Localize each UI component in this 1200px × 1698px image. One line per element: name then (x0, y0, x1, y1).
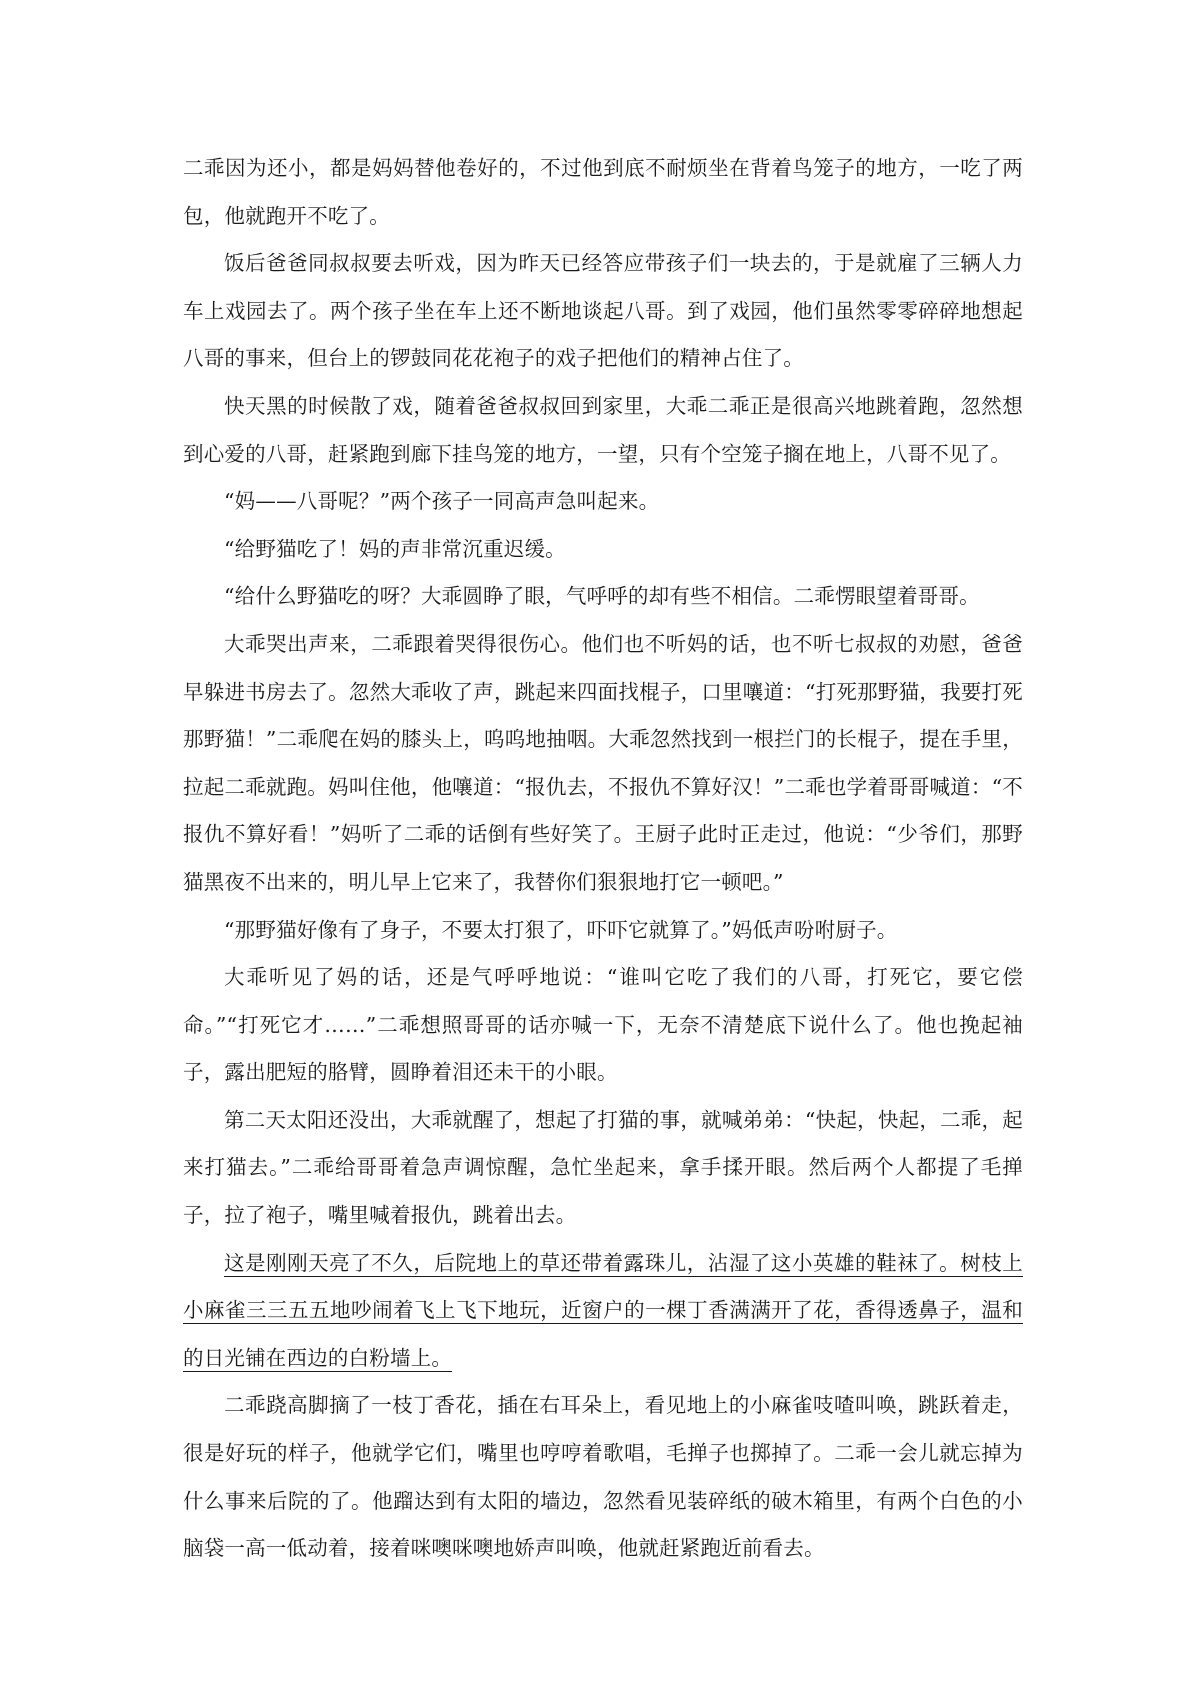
paragraph-10: 第二天太阳还没出，大乖就醒了，想起了打猫的事，就喊弟弟：“快起，快起，二乖，起来打猫去。”二乖给哥哥着急声调惊醒，急忙坐起来，拿手揉开眼。然后两个人都提了毛掸子，拉了袍子，嘴里喊着报仇，跳着出去。 (183, 1107, 1023, 1228)
body-text (183, 145, 1023, 1573)
paragraph-2: 饭后爸爸同叔叔要去听戏，因为昨天已经答应带孩子们一块去的，于是就雇了三辆人力车上戏园去了。两个孩子坐在车上还不断地谈起八哥。到了戏园，他们虽然零零碎碎地想起八哥的事来，但台上的锣鼓同花花袍子的戏子把他们的精神占住了。 (183, 251, 1023, 371)
paragraph-5: “给野猫吃了！妈的声非常沉重迟缓。 (224, 536, 566, 561)
paragraph-11-underlined (183, 1240, 1023, 1383)
underlined-passage: 这是刚刚天亮了不久，后院地上的草还带着露珠儿，沾湿了这小英雄的鞋袜了。树枝上小麻雀三三五五地吵闹着飞上飞下地玩，近窗户的一棵丁香满满开了花，香得透鼻子，温和的日光铺在西边的白粉墙上。 (183, 1250, 1023, 1370)
paragraph-12: 二乖跷高脚摘了一枝丁香花，插在右耳朵上，看见地上的小麻雀吱喳叫唤，跳跃着走，很是好玩的样子，他就学它们，嘴里也哼哼着歌唱，毛掸子也掷掉了。二乖一会儿就忘掉为什么事来后院的了。他蹓达到有太阳的墙边，忽然看见装碎纸的破木箱里，有两个白色的小脑袋一高一低动着，接着咪噢咪噢地娇声叫唤，他就赶紧跑近前看去。 (183, 1393, 1023, 1561)
paragraph-4: “妈——八哥呢？”两个孩子一同高声急叫起来。 (224, 489, 660, 514)
paragraph-1: 二乖因为还小，都是妈妈替他卷好的，不过他到底不耐烦坐在背着鸟笼子的地方，一吃了两包，他就跑开不吃了。 (183, 156, 1023, 228)
paragraph-3: 快天黑的时候散了戏，随着爸爸叔叔回到家里，大乖二乖正是很高兴地跳着跑，忽然想到心爱的八哥，赶紧跑到廊下挂鸟笼的地方，一望，只有个空笼子搁在地上，八哥不见了。 (183, 393, 1023, 466)
paragraph-7: 大乖哭出声来，二乖跟着哭得很伤心。他们也不听妈的话，也不听七叔叔的劝慰，爸爸早躲进书房去了。忽然大乖收了声，跳起来四面找棍子，口里嚷道：“打死那野猫，我要打死那野猫！”二乖爬在妈的膝头上，呜呜地抽咽。大乖忽然找到一根拦门的长棍子，提在手里，拉起二乖就跑。妈叫住他，他嚷道：“报仇去，不报仇不算好汉！”二乖也学着哥哥喊道：“不报仇不算好看！”妈听了二乖的话倒有些好笑了。王厨子此时正走过，他说：“少爷们，那野猫黑夜不出来的，明儿早上它来了，我替你们狠狠地打它一顿吧。” (183, 631, 1023, 894)
paragraph-6: “给什么野猫吃的呀？大乖圆睁了眼，气呼呼的却有些不相信。二乖愣眼望着哥哥。 (224, 584, 980, 609)
paragraph-8: “那野猫好像有了身子，不要太打狠了，吓吓它就算了。”妈低声吩咐厨子。 (224, 917, 898, 942)
paragraph-9: 大乖听见了妈的话，还是气呼呼地说：“谁叫它吃了我们的八哥，打死它，要它偿命。”“打死它才……”二乖想照哥哥的话亦喊一下，无奈不清楚底下说什么了。他也挽起袖子，露出肥短的胳臂，圆睁着泪还未干的小眼。 (183, 965, 1023, 1085)
